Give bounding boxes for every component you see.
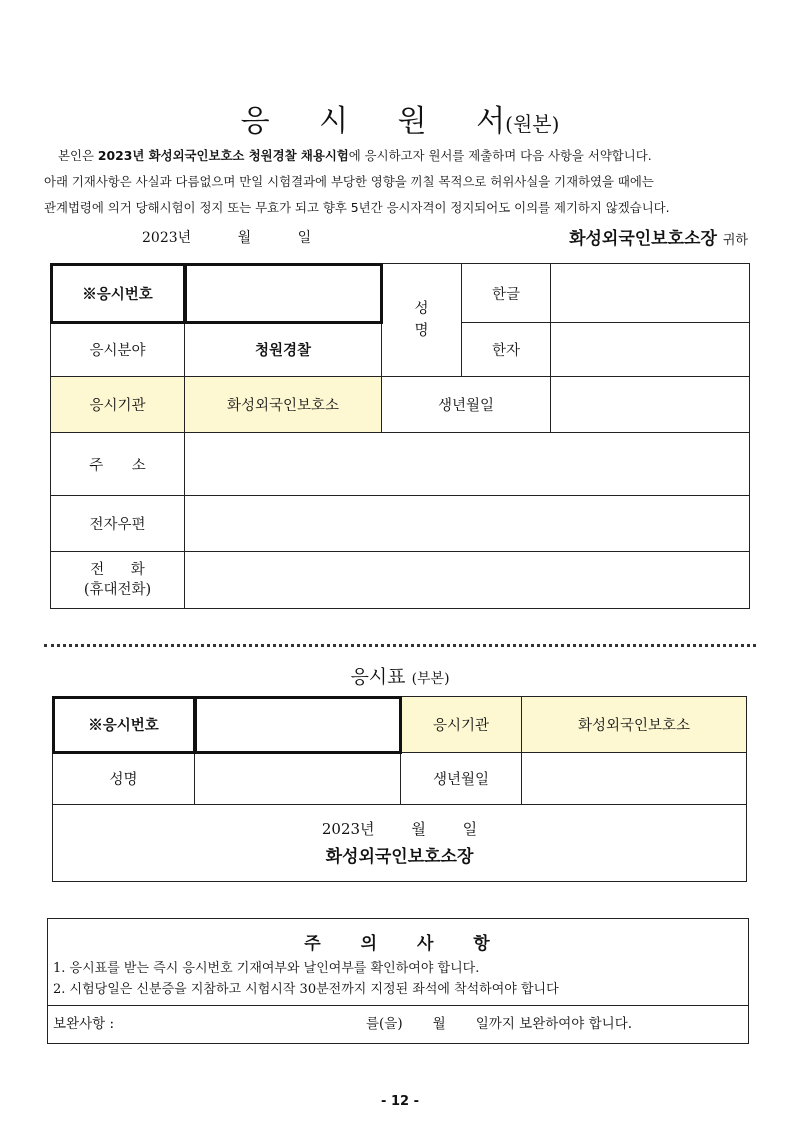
phone-label-main: 전 화: [90, 562, 145, 578]
ticket-birth-label: 생년월일: [401, 753, 522, 805]
address-label: 주 소: [51, 433, 185, 496]
org-label: 응시기관: [51, 377, 185, 433]
oath-text: [44, 143, 760, 221]
ticket-title-main: 응시표: [350, 666, 406, 688]
addressee-suffix: 귀하: [722, 233, 748, 248]
field-value: 청원경찰: [185, 323, 382, 377]
ticket-date: [53, 815, 746, 843]
ticket-exam-number-label: ※응시번호: [53, 697, 195, 753]
ticket-birth-field[interactable]: [522, 753, 747, 805]
hanja-label: 한자: [462, 323, 551, 377]
ticket-date-day: 일: [462, 820, 478, 838]
oath-line1-c: 에 응시하고자 원서를 제출하며 다음 사항을 서약합니다.: [348, 148, 652, 163]
hanja-name-field[interactable]: [551, 323, 750, 377]
ticket-title: [0, 662, 800, 689]
addressee-name: 화성외국인보호소장: [569, 229, 717, 249]
notice-box: [47, 918, 749, 1044]
oath-line1-bold: 2023년 화성외국인보호소 청원경찰 채용시험: [97, 148, 349, 163]
oath-line3: 관계법령에 의거 당해시험이 정지 또는 무효가 되고 향후 5년간 응시자격이 정지되어도 이의를 제기하지 않겠습니다.: [44, 200, 670, 215]
exam-number-label: ※응시번호: [51, 264, 185, 323]
notice-item-2: 2. 시험당일은 신분증을 지참하고 시험시작 30분전까지 지정된 좌석에 착석하여야 합니다: [53, 982, 559, 997]
exam-ticket-table: [52, 696, 747, 882]
supplement-row: [48, 1006, 748, 1042]
phone-field[interactable]: [185, 552, 750, 609]
ticket-org-label: 응시기관: [401, 697, 522, 753]
birth-field[interactable]: [551, 377, 750, 433]
application-date: [142, 227, 353, 247]
ticket-date-year: 2023년: [321, 820, 375, 838]
name-label: 성 명: [382, 264, 462, 377]
document-title: [0, 96, 800, 140]
exam-number-field[interactable]: [185, 264, 382, 323]
hangul-name-field[interactable]: [551, 264, 750, 323]
date-day: 일: [297, 230, 312, 246]
title-main: 응 시 원 서: [240, 104, 506, 139]
application-form-table: [50, 263, 750, 609]
field-label: 응시분야: [51, 323, 185, 377]
oath-line1-a: 본인은: [58, 148, 98, 163]
notice-item-1: 1. 응시표를 받는 즉시 응시번호 기재여부와 날인여부를 확인하여야 합니다.: [53, 961, 480, 976]
ticket-title-sub: (부본): [411, 671, 450, 687]
ticket-name-field[interactable]: [195, 753, 401, 805]
date-month: 월: [237, 230, 252, 246]
supplement-text: 를(을) 월 일까지 보완하여야 합니다.: [366, 1016, 633, 1032]
email-label: 전자우편: [51, 496, 185, 552]
supplement-label: 보완사항 :: [53, 1016, 115, 1032]
phone-label: [51, 552, 185, 609]
oath-line2: 아래 기재사항은 사실과 다름없으며 만일 시험결과에 부당한 영향을 끼칠 목적으로 허위사실을 기재하였을 때에는: [44, 174, 654, 189]
birth-label: 생년월일: [382, 377, 551, 433]
hangul-label: 한글: [462, 264, 551, 323]
phone-label-sub: (휴대전화): [83, 582, 152, 598]
date-year: 2023년: [142, 230, 192, 246]
address-field[interactable]: [185, 433, 750, 496]
title-sub: (원본): [505, 112, 560, 136]
ticket-date-month: 월: [411, 820, 426, 838]
addressee: [569, 224, 748, 249]
ticket-name-label: 성명: [53, 753, 195, 805]
cut-line: [44, 644, 756, 647]
ticket-org-value: 화성외국인보호소: [522, 697, 747, 753]
ticket-exam-number-field[interactable]: [195, 697, 401, 753]
ticket-issuer: 화성외국인보호소장: [325, 847, 474, 867]
ticket-issue-block: [53, 805, 747, 882]
page-number: - 12 -: [381, 1094, 419, 1109]
email-field[interactable]: [185, 496, 750, 552]
org-value: 화성외국인보호소: [185, 377, 382, 433]
notice-heading: 주 의 사 항: [304, 934, 492, 954]
